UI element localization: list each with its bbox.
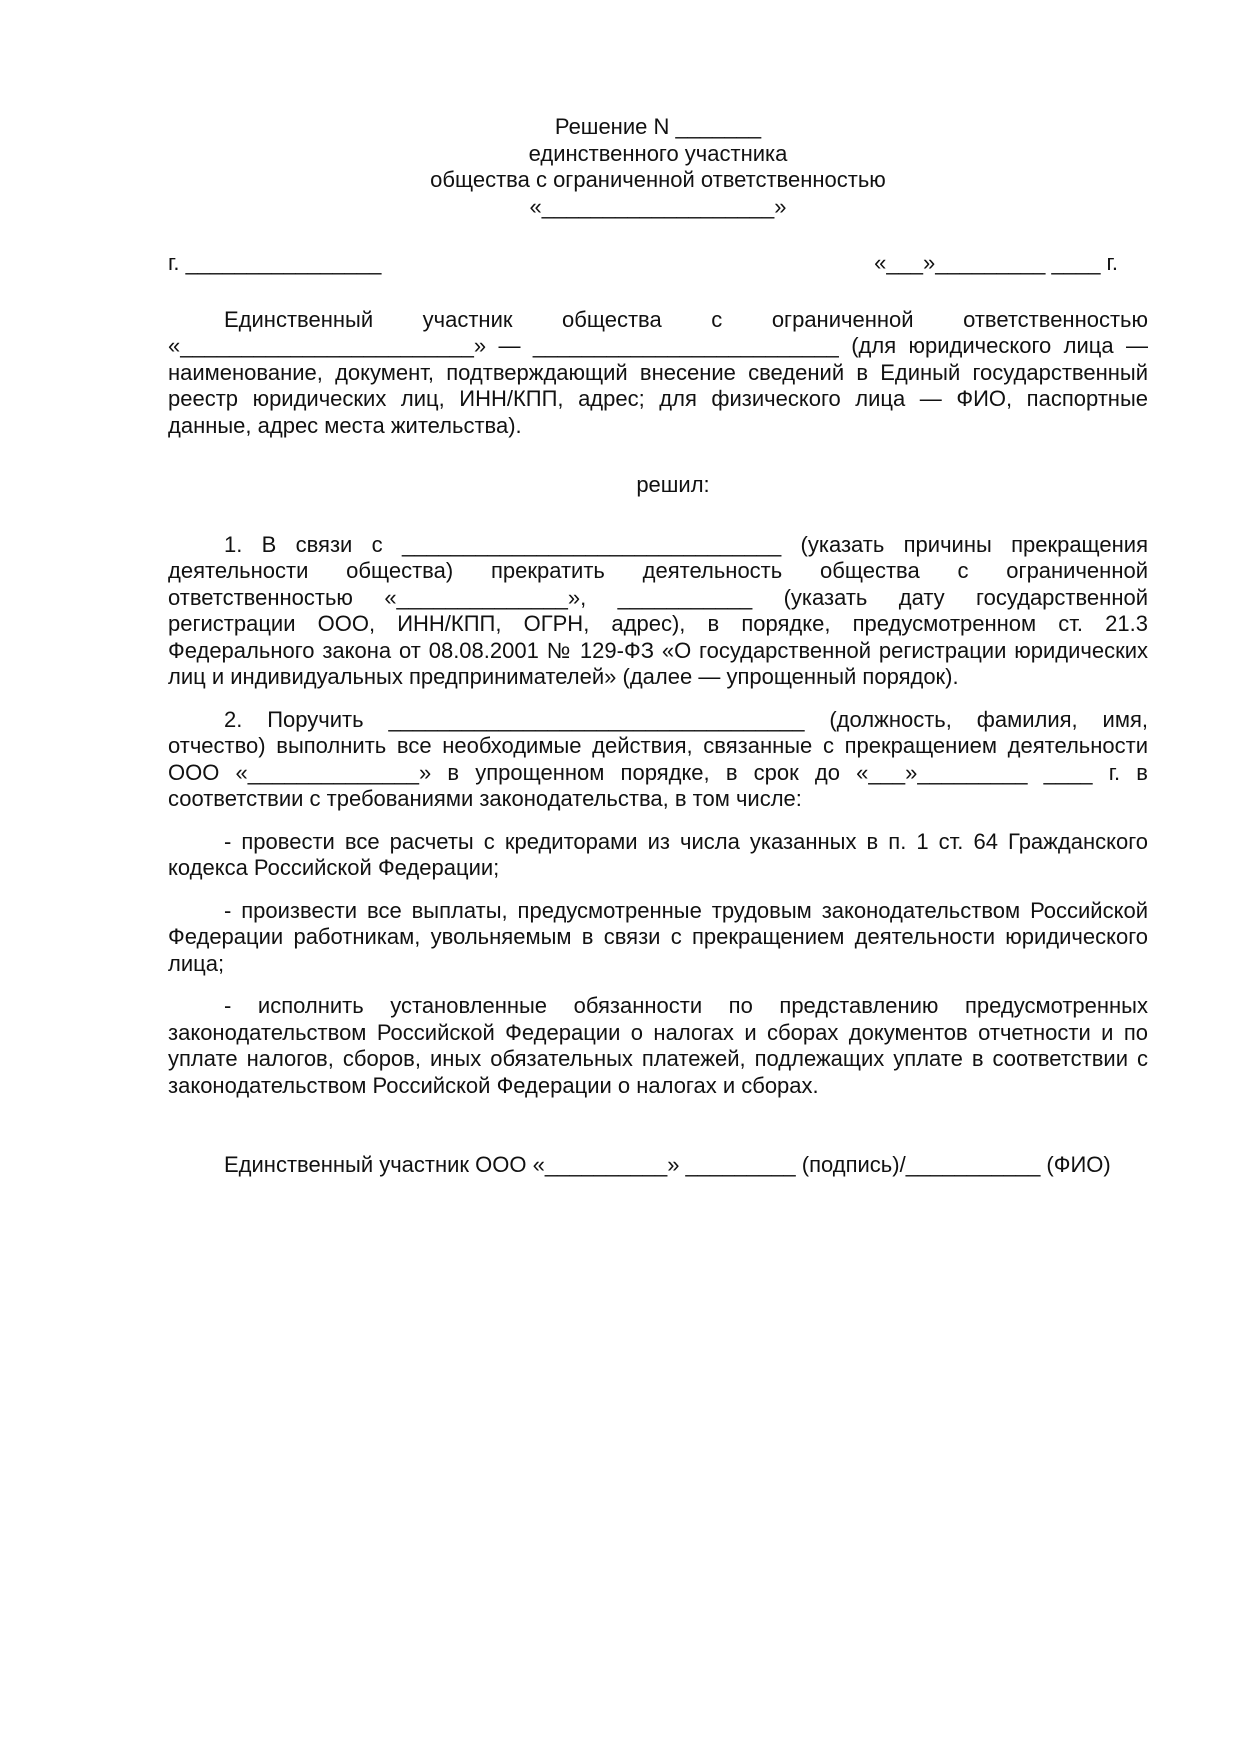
list-item: - произвести все выплаты, предусмотренные трудовым законодательством Российской Федерации работникам, увольняемым в связи с прекращением деятельности юридического лица; [168, 897, 1148, 976]
city-date-row [168, 250, 1148, 277]
intro-paragraph: Единственный участник общества с ограниченной ответственностью «________________________» — _________________________ (для юридического лица — наименование, документ, подтверждающий внесение сведений в Единый государственный реестр юридических лиц, ИНН/КПП, адрес; для физического лица — ФИО, паспортные данные, адрес места жительства). [168, 306, 1148, 438]
list-item: - исполнить установленные обязанности по представлению предусмотренных законодательством Российской Федерации о налогах и сборах документов отчетности и по уплате налогов, сборов, иных обязательных платежей, подлежащих уплате в соответствии с законодательством Российской Федерации о налогах и сборах. [168, 993, 1148, 1098]
signature-line: Единственный участник ООО «__________» _________ (подпись)/___________ (ФИО) [224, 1152, 1111, 1177]
list-item: - провести все расчеты с кредиторами из числа указанных в п. 1 ст. 64 Гражданского кодекса Российской Федерации; [168, 828, 1148, 880]
city-field: г. ________________ [168, 250, 382, 275]
title-company-type: общества с ограниченной ответственностью [430, 167, 886, 192]
title-company-name: «___________________» [529, 193, 787, 219]
decision-item-1: 1. В связи с _______________________________ (указать причины прекращения деятельности общества) прекратить деятельность общества с ограниченной ответственностью «______________», ___________ (указать дату государственной регистрации ООО, ИНН/КПП, ОГРН, адрес), в порядке, предусмотренном ст. 21.3 Федерального закона от 08.08.2001 № 129-ФЗ «О государственной регистрации юридических лиц и индивидуальных предпринимателей» (далее — упрощенный порядок). [168, 531, 1148, 689]
document-title [168, 114, 1148, 220]
document-content [168, 114, 1148, 1179]
decided-heading: решил: [636, 472, 710, 497]
date-field: «___»_________ ____ г. [874, 250, 1118, 275]
title-sole-participant: единственного участника [528, 140, 788, 166]
decision-item-2: 2. Поручить __________________________________ (должность, фамилия, имя, отчество) выполнить все необходимые действия, связанные с прекращением деятельности ООО «______________» в упрощенном порядке, в срок до «___»_________ ____ г. в соответствии с требованиями законодательства, в том числе: [168, 706, 1148, 811]
title-decision-number: Решение N _______ [554, 114, 762, 139]
